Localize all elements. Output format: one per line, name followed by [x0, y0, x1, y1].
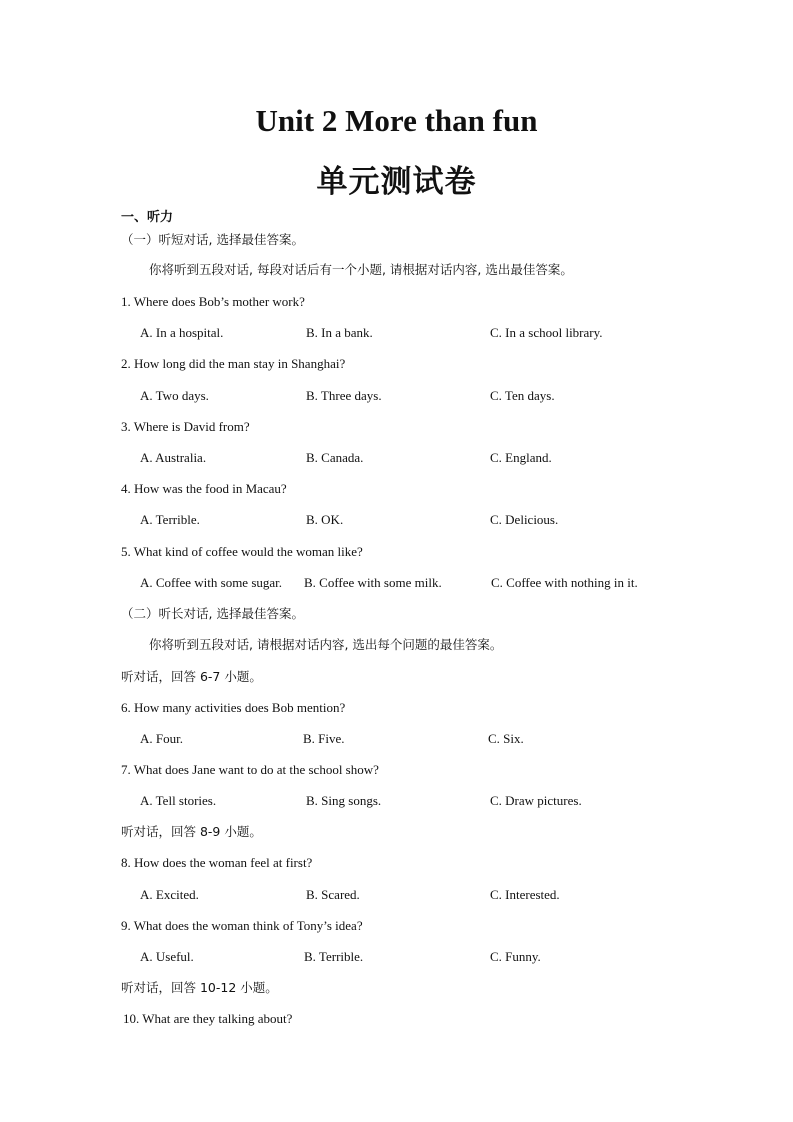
q6-option-a: A. Four.	[140, 731, 183, 746]
q9-option-c: C. Funny.	[490, 949, 541, 964]
q4-option-a: A. Terrible.	[140, 512, 200, 527]
question-3: 3. Where is David from?	[121, 419, 250, 434]
q1-option-a: A. In a hospital.	[140, 325, 224, 340]
part1-heading: （一）听短对话, 选择最佳答案。	[121, 232, 304, 247]
page-title: Unit 2 More than fun	[255, 103, 538, 138]
group-instruction-6-7: 听对话，回答 6-7 小题。	[121, 669, 262, 684]
question-7: 7. What does Jane want to do at the school show?	[121, 762, 379, 777]
page-subtitle: 单元测试卷	[316, 164, 477, 200]
q8-option-c: C. Interested.	[490, 887, 560, 902]
q5-option-a: A. Coffee with some sugar.	[140, 575, 283, 590]
q4-option-c: C. Delicious.	[490, 512, 559, 527]
q3-option-a: A. Australia.	[140, 450, 207, 465]
part2-heading: （二）听长对话, 选择最佳答案。	[121, 606, 304, 621]
q8-option-b: B. Scared.	[306, 887, 360, 902]
q2-option-a: A. Two days.	[140, 388, 209, 403]
question-10: 10. What are they talking about?	[123, 1011, 293, 1026]
question-2: 2. How long did the man stay in Shanghai?	[121, 356, 346, 371]
q8-option-a: A. Excited.	[140, 887, 199, 902]
group-instruction-8-9: 听对话，回答 8-9 小题。	[121, 824, 262, 839]
part2-instruction: 你将听到五段对话, 请根据对话内容, 选出每个问题的最佳答案。	[149, 637, 503, 652]
q2-option-c: C. Ten days.	[490, 388, 555, 403]
question-5: 5. What kind of coffee would the woman like?	[121, 544, 363, 559]
question-6: 6. How many activities does Bob mention?	[121, 700, 346, 715]
question-4: 4. How was the food in Macau?	[121, 481, 287, 496]
q5-option-b: B. Coffee with some milk.	[304, 575, 442, 590]
q3-option-b: B. Canada.	[306, 450, 364, 465]
question-9: 9. What does the woman think of Tony’s idea?	[121, 918, 363, 933]
q6-option-b: B. Five.	[303, 731, 345, 746]
q1-option-b: B. In a bank.	[306, 325, 373, 340]
question-8: 8. How does the woman feel at first?	[121, 855, 313, 870]
q7-option-b: B. Sing songs.	[306, 793, 382, 808]
section-heading-listening: 一、听力	[121, 210, 174, 225]
question-1: 1. Where does Bob’s mother work?	[121, 294, 305, 309]
q9-option-a: A. Useful.	[140, 949, 194, 964]
q9-option-b: B. Terrible.	[304, 949, 364, 964]
part1-instruction: 你将听到五段对话, 每段对话后有一个小题, 请根据对话内容, 选出最佳答案。	[149, 262, 573, 277]
q2-option-b: B. Three days.	[306, 388, 382, 403]
q3-option-c: C. England.	[490, 450, 552, 465]
q7-option-c: C. Draw pictures.	[490, 793, 582, 808]
q6-option-c: C. Six.	[488, 731, 524, 746]
q7-option-a: A. Tell stories.	[140, 793, 217, 808]
group-instruction-10-12: 听对话，回答 10-12 小题。	[121, 980, 278, 995]
q5-option-c: C. Coffee with nothing in it.	[491, 575, 638, 590]
q1-option-c: C. In a school library.	[490, 325, 603, 340]
q4-option-b: B. OK.	[306, 512, 344, 527]
